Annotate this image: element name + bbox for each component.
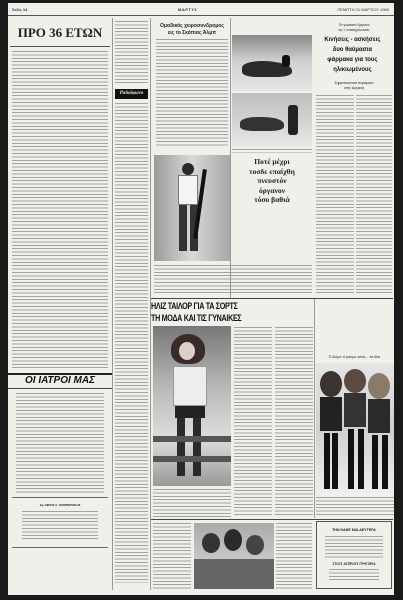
face-shape	[179, 342, 195, 360]
article-text	[275, 327, 313, 517]
boot-shape	[177, 418, 185, 476]
snow-photo-1	[232, 35, 312, 91]
outfit-shape	[368, 399, 390, 433]
boot-shape	[358, 429, 364, 489]
health-subhead	[318, 81, 390, 91]
doctor-ad-title: Δρ. ΝΙΚΟΣ Α. ΚΟΜΠΟΡΑΚΗΣ	[39, 503, 81, 507]
photo-caption	[316, 497, 394, 515]
boot-shape	[348, 429, 354, 489]
divider	[12, 547, 108, 548]
headline-line: Ομαδικός χειροσυνδρομος	[160, 23, 224, 29]
person-shape	[288, 105, 298, 135]
headline-line: εις το Σκόπιας Άλμπ	[167, 29, 217, 36]
article-text	[234, 327, 272, 517]
boot-shape	[193, 418, 201, 476]
boot-shape	[382, 435, 388, 489]
head-shape	[246, 535, 264, 555]
headline-line: Κινήσεις - ασκήσεις	[324, 36, 381, 43]
headline-line: Ποτέ μέχρι	[254, 157, 290, 166]
headline-line: ΗΛΙΖ ΤΑΙΛΟΡ ΓΙΑ ΤΑ ΣΟΡΤΣ	[151, 301, 238, 311]
kicker-line: Τα γεραστά δργανα	[338, 23, 370, 27]
fashion-headline	[151, 300, 307, 324]
fashion-photo-1	[153, 326, 231, 486]
article-text	[316, 95, 354, 293]
stair-shape	[153, 436, 231, 442]
divider	[151, 298, 393, 299]
page-header	[8, 3, 394, 16]
shirt-shape	[178, 175, 198, 205]
radio-text	[115, 21, 148, 85]
article-text	[153, 523, 191, 589]
column-rule	[230, 18, 231, 298]
fashion-photo-2	[316, 363, 394, 493]
article-text	[154, 265, 312, 295]
photo-caption	[153, 489, 231, 517]
top-shape	[173, 366, 207, 406]
head-shape	[182, 163, 194, 175]
subhead-line: Σημαντικώτατα πειράματα	[334, 81, 374, 85]
bottom-photo	[194, 523, 274, 589]
stair-shape	[153, 456, 231, 462]
newspaper-page	[8, 3, 394, 595]
article-text	[12, 51, 108, 369]
outfit-shape	[344, 393, 366, 427]
health-headline	[314, 35, 391, 75]
divider	[151, 519, 393, 520]
shorts-shape	[175, 406, 205, 418]
headline-line: πνευστόν	[257, 176, 287, 185]
headline-line: τοσδε επαίχθη	[249, 166, 295, 176]
article-text	[356, 95, 392, 293]
headline-line: ΤΗ ΜΟΔΑ ΚΑΙ ΤΙΣ ΓΥΝΑΙΚΕΣ	[151, 313, 242, 323]
subhead-line: στην Αμερική	[344, 86, 364, 90]
ad-line: ΣΤΟΥΣ ΑΣΠΡΟΥΣ ΓΡΗΓΟΡΙΑ	[332, 562, 376, 566]
advertisement-box	[316, 521, 392, 589]
photo-caption-three: Τί δώρο τί μαύρο είναι... τα ίδια	[328, 355, 380, 359]
musician-photo	[154, 155, 230, 261]
issue-date: ΠΕΜΠΤΗ 21 ΜΑΡΤΙΟΥ 1969	[337, 7, 389, 12]
boot-shape	[324, 433, 330, 489]
kicker-line: ας τ' απασχολουσιν	[338, 28, 370, 32]
snow-photo-2	[232, 93, 312, 147]
article-text	[156, 39, 228, 147]
headline-line: τόσο βαθιά	[254, 195, 290, 204]
outfit-shape	[320, 397, 342, 431]
headline-line: ηλικιωμένους	[333, 66, 372, 73]
vehicle-shape	[240, 117, 284, 131]
head-shape	[224, 529, 242, 551]
photo-caption	[232, 149, 312, 153]
divider	[12, 497, 108, 498]
article-headline	[156, 23, 228, 36]
doctor-listings	[16, 393, 104, 493]
section-title: ΠΡΟ 36 ΕΤΩΝ	[10, 25, 110, 47]
ad-text	[329, 569, 379, 581]
headline-line: δυο θαύμασια	[332, 46, 373, 53]
headline-line: φάρμακα για τους	[327, 56, 378, 63]
page-number: Σελίς 14	[12, 7, 28, 12]
person-shape	[282, 55, 290, 67]
column-rule	[314, 298, 315, 518]
ad-text	[325, 536, 383, 558]
doctor-ad-text	[22, 511, 98, 541]
headline-line: όργανον	[259, 185, 285, 195]
radio-program	[115, 103, 148, 583]
radio-logo: Ραδιόφωνο	[115, 89, 148, 99]
doctors-heading: ΟΙ ΙΑΤΡΟΙ ΜΑΣ	[8, 373, 112, 389]
hair-shape	[368, 373, 390, 399]
bodies-shape	[194, 559, 274, 589]
newspaper-name: ΜΑΡΤΥΣ	[178, 7, 198, 12]
musician-headline	[232, 157, 312, 205]
leg-shape	[179, 205, 187, 251]
article-text	[276, 523, 312, 589]
column-rule	[112, 18, 113, 590]
hair-shape	[320, 371, 342, 397]
kicker	[316, 23, 392, 33]
head-shape	[202, 533, 220, 553]
boot-shape	[332, 433, 338, 489]
hair-shape	[344, 369, 366, 393]
boot-shape	[372, 435, 378, 489]
ad-title: ΤΗΝ ΚΑΘΕ ΜΙΑ ΔΕΥΤΕΡΑ	[332, 528, 376, 532]
